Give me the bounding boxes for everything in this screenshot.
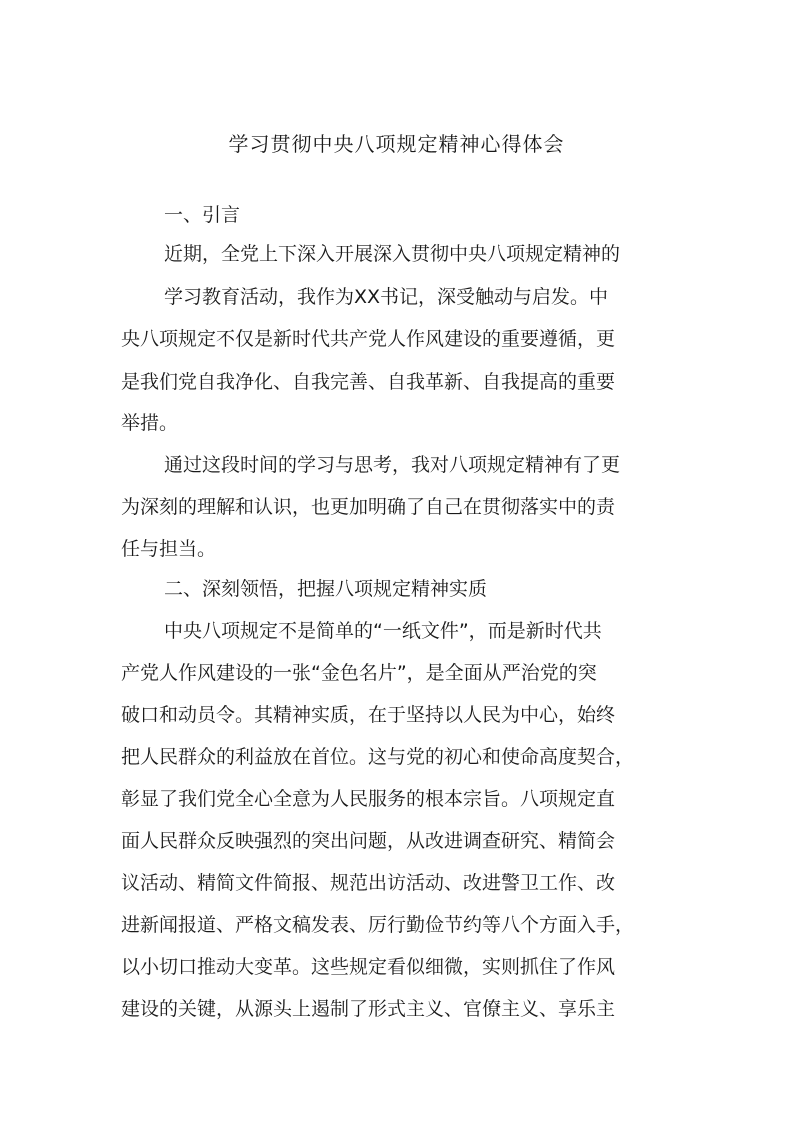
paragraph-line: 学习教育活动，我作为XX书记，深受触动与启发。中 — [164, 286, 609, 308]
section-heading-introduction: 一、引言 — [164, 204, 241, 226]
paragraph-line: 进新闻报道、严格文稿发表、厉行勤俭节约等八个方面入手， — [121, 914, 635, 936]
paragraph-line: 建设的关键，从源头上遏制了形式主义、官僚主义、享乐主 — [121, 998, 616, 1020]
document-title: 学习贯彻中央八项规定精神心得体会 — [228, 132, 565, 156]
paragraph-line: 为深刻的理解和认识，也更加明确了自己在贯彻落实中的责 — [121, 496, 616, 518]
paragraph-line: 把人民群众的利益放在首位。这与党的初心和使命高度契合， — [121, 746, 635, 768]
paragraph-line: 央八项规定不仅是新时代共产党人作风建设的重要遵循，更 — [121, 328, 616, 350]
paragraph-line: 破口和动员令。其精神实质，在于坚持以人民为中心，始终 — [121, 704, 616, 726]
paragraph-line: 产党人作风建设的一张“金色名片”，是全面从严治党的突 — [121, 662, 597, 684]
section-heading-essence: 二、深刻领悟，把握八项规定精神实质 — [164, 578, 488, 600]
paragraph-line: 通过这段时间的学习与思考，我对八项规定精神有了更 — [164, 454, 621, 476]
paragraph-line: 面人民群众反映强烈的突出问题，从改进调查研究、精简会 — [121, 830, 616, 852]
paragraph-line: 任与担当。 — [121, 538, 217, 560]
paragraph-line: 中央八项规定不是简单的“一纸文件”，而是新时代共 — [164, 620, 602, 642]
paragraph-line: 是我们党自我净化、自我完善、自我革新、自我提高的重要 — [121, 371, 616, 393]
paragraph-line: 以小切口推动大变革。这些规定看似细微，实则抓住了作风 — [121, 956, 616, 978]
paragraph-line: 近期，全党上下深入开展深入贯彻中央八项规定精神的 — [164, 243, 621, 265]
paragraph-line: 议活动、精简文件简报、规范出访活动、改进警卫工作、改 — [121, 872, 616, 894]
paragraph-line: 彰显了我们党全心全意为人民服务的根本宗旨。八项规定直 — [121, 788, 616, 810]
paragraph-line: 举措。 — [121, 412, 179, 434]
